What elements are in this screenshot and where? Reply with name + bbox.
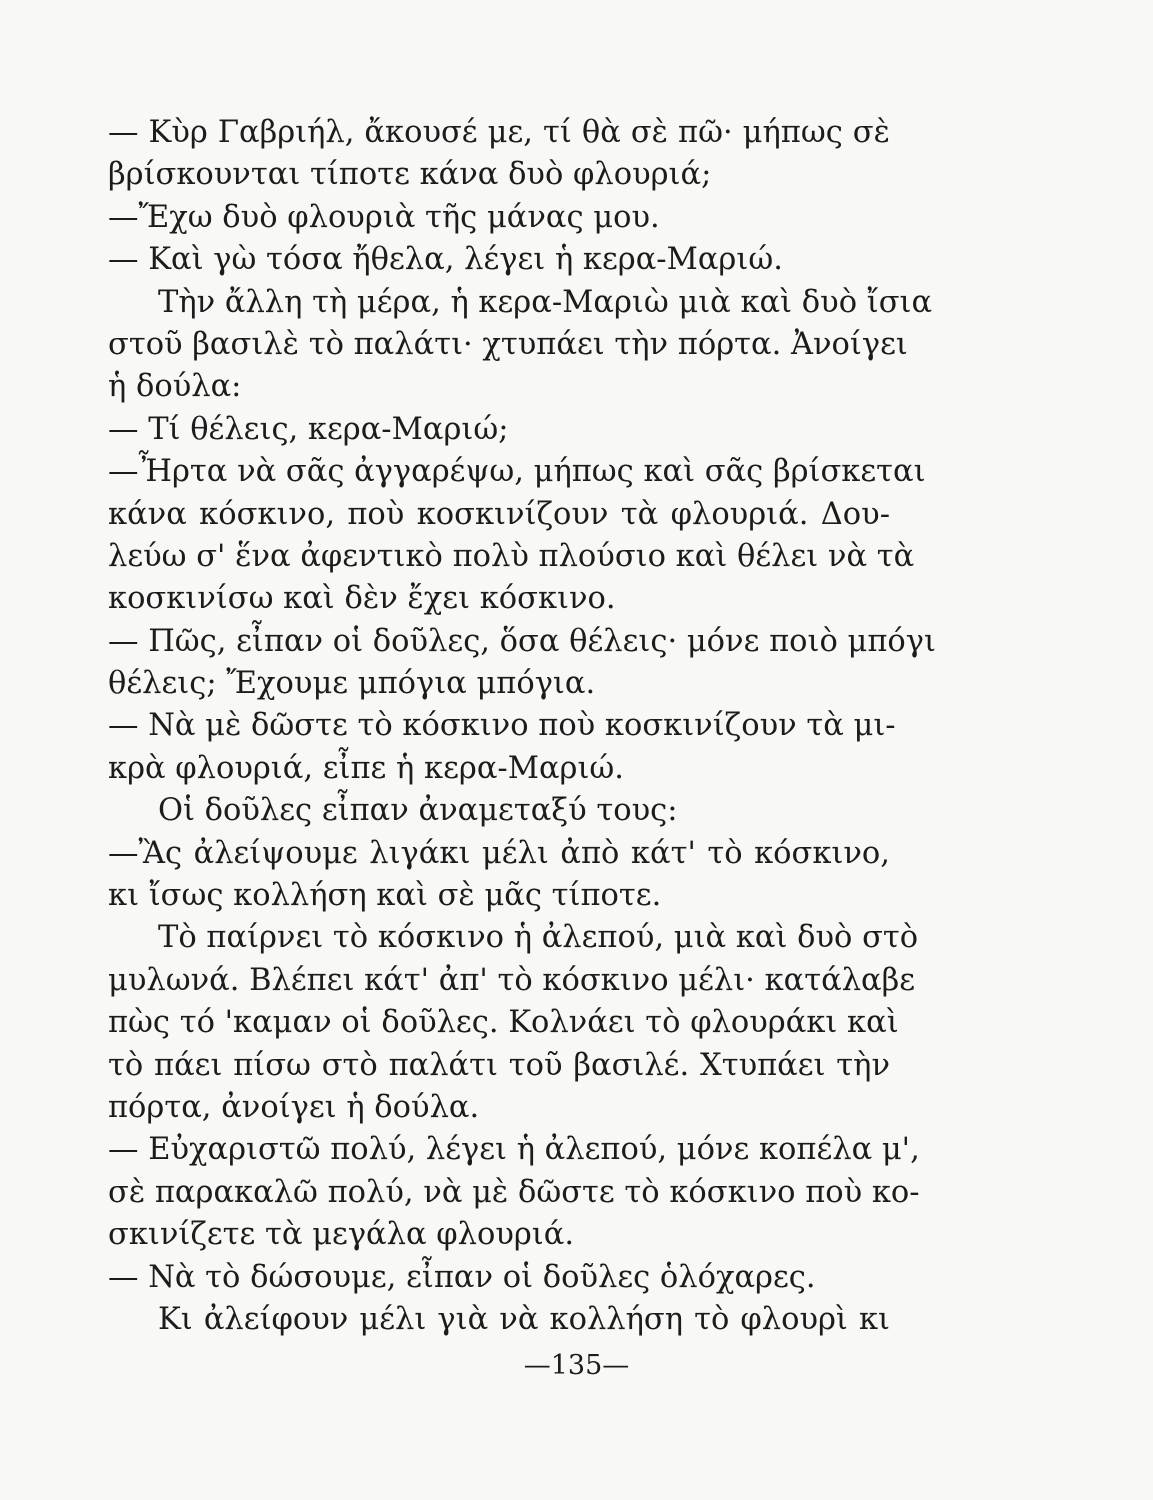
text-line: — Τί θέλεις, κερα-Μαριώ; — [108, 411, 509, 447]
text-line: σκινίζετε τὰ μεγάλα φλουριά. — [108, 1217, 575, 1253]
text-line: ἡ δούλα: — [108, 369, 242, 405]
text-line: θέλεις; Ἔχουμε μπόγια μπόγια. — [108, 666, 596, 702]
text-line: βρίσκουνται τίποτε κάνα δυὸ φλουριά; — [108, 157, 712, 193]
text-line: — Κὺρ Γαβριήλ, ἄκουσέ με, τί θὰ σὲ πῶ· μήπως σὲ — [108, 115, 890, 150]
text-line: — Καὶ γὼ τόσα ἤθελα, λέγει ἡ κερα-Μαριώ. — [108, 242, 783, 278]
text-line: στοῦ βασιλὲ τὸ παλάτι· χτυπάει τὴν πόρτα. Ἀνοίγει — [108, 326, 908, 362]
text-line: —Ἔχω δυὸ φλουριὰ τῆς μάνας μου. — [108, 199, 660, 235]
page-number: —135— — [523, 1350, 630, 1381]
text-line: κι ἴσως κολλήση καὶ σὲ μᾶς τίποτε. — [108, 878, 662, 914]
text-line: — Πῶς, εἶπαν οἱ δοῦλες, ὅσα θέλεις· μόνε ποιὸ μπόγι — [108, 623, 936, 659]
text-line: πὼς τό 'καμαν οἱ δοῦλες. Κολνάει τὸ φλουράκι καὶ — [108, 1005, 899, 1041]
text-line: τὸ πάει πίσω στὸ παλάτι τοῦ βασιλέ. Χτυπάει τὴν — [108, 1047, 890, 1083]
text-line: λεύω σ' ἕνα ἀφεντικὸ πολὺ πλούσιο καὶ θέλει νὰ τὰ — [108, 538, 915, 574]
text-line: —Ἦρτα νὰ σᾶς ἀγγαρέψω, μήπως καὶ σᾶς βρίσκεται — [108, 454, 926, 490]
text-line: κάνα κόσκινο, ποὺ κοσκινίζουν τὰ φλουριά. Δου- — [108, 496, 890, 532]
body-text — [108, 112, 936, 1341]
text-line: πόρτα, ἀνοίγει ἡ δούλα. — [108, 1089, 480, 1125]
text-line: Τὸ παίρνει τὸ κόσκινο ἡ ἀλεπού, μιὰ καὶ δυὸ στὸ — [158, 920, 919, 956]
text-line: Τὴν ἄλλη τὴ μέρα, ἡ κερα-Μαριὼ μιὰ καὶ δυὸ ἴσια — [158, 284, 933, 320]
text-line: Οἱ δοῦλες εἶπαν ἀναμεταξύ τους: — [158, 793, 678, 829]
text-line: —Ἂς ἀλείψουμε λιγάκι μέλι ἀπὸ κάτ' τὸ κόσκινο, — [108, 835, 890, 871]
text-line: κρὰ φλουριά, εἶπε ἡ κερα-Μαριώ. — [108, 750, 624, 786]
text-line: μυλωνά. Βλέπει κάτ' ἀπ' τὸ κόσκινο μέλι· κατάλαβε — [108, 962, 916, 998]
text-line: — Νὰ μὲ δῶστε τὸ κόσκινο ποὺ κοσκινίζουν τὰ μι- — [108, 708, 896, 744]
text-line: — Νὰ τὸ δώσουμε, εἶπαν οἱ δοῦλες ὁλόχαρες. — [108, 1259, 816, 1295]
text-line: κοσκινίσω καὶ δὲν ἔχει κόσκινο. — [108, 581, 616, 617]
text-line: Κι ἀλείφουν μέλι γιὰ νὰ κολλήση τὸ φλουρὶ κι — [158, 1301, 890, 1337]
text-line: σὲ παρακαλῶ πολύ, νὰ μὲ δῶστε τὸ κόσκινο ποὺ κο- — [108, 1174, 920, 1210]
text-line: — Εὐχαριστῶ πολύ, λέγει ἡ ἀλεπού, μόνε κοπέλα μ', — [108, 1132, 920, 1168]
